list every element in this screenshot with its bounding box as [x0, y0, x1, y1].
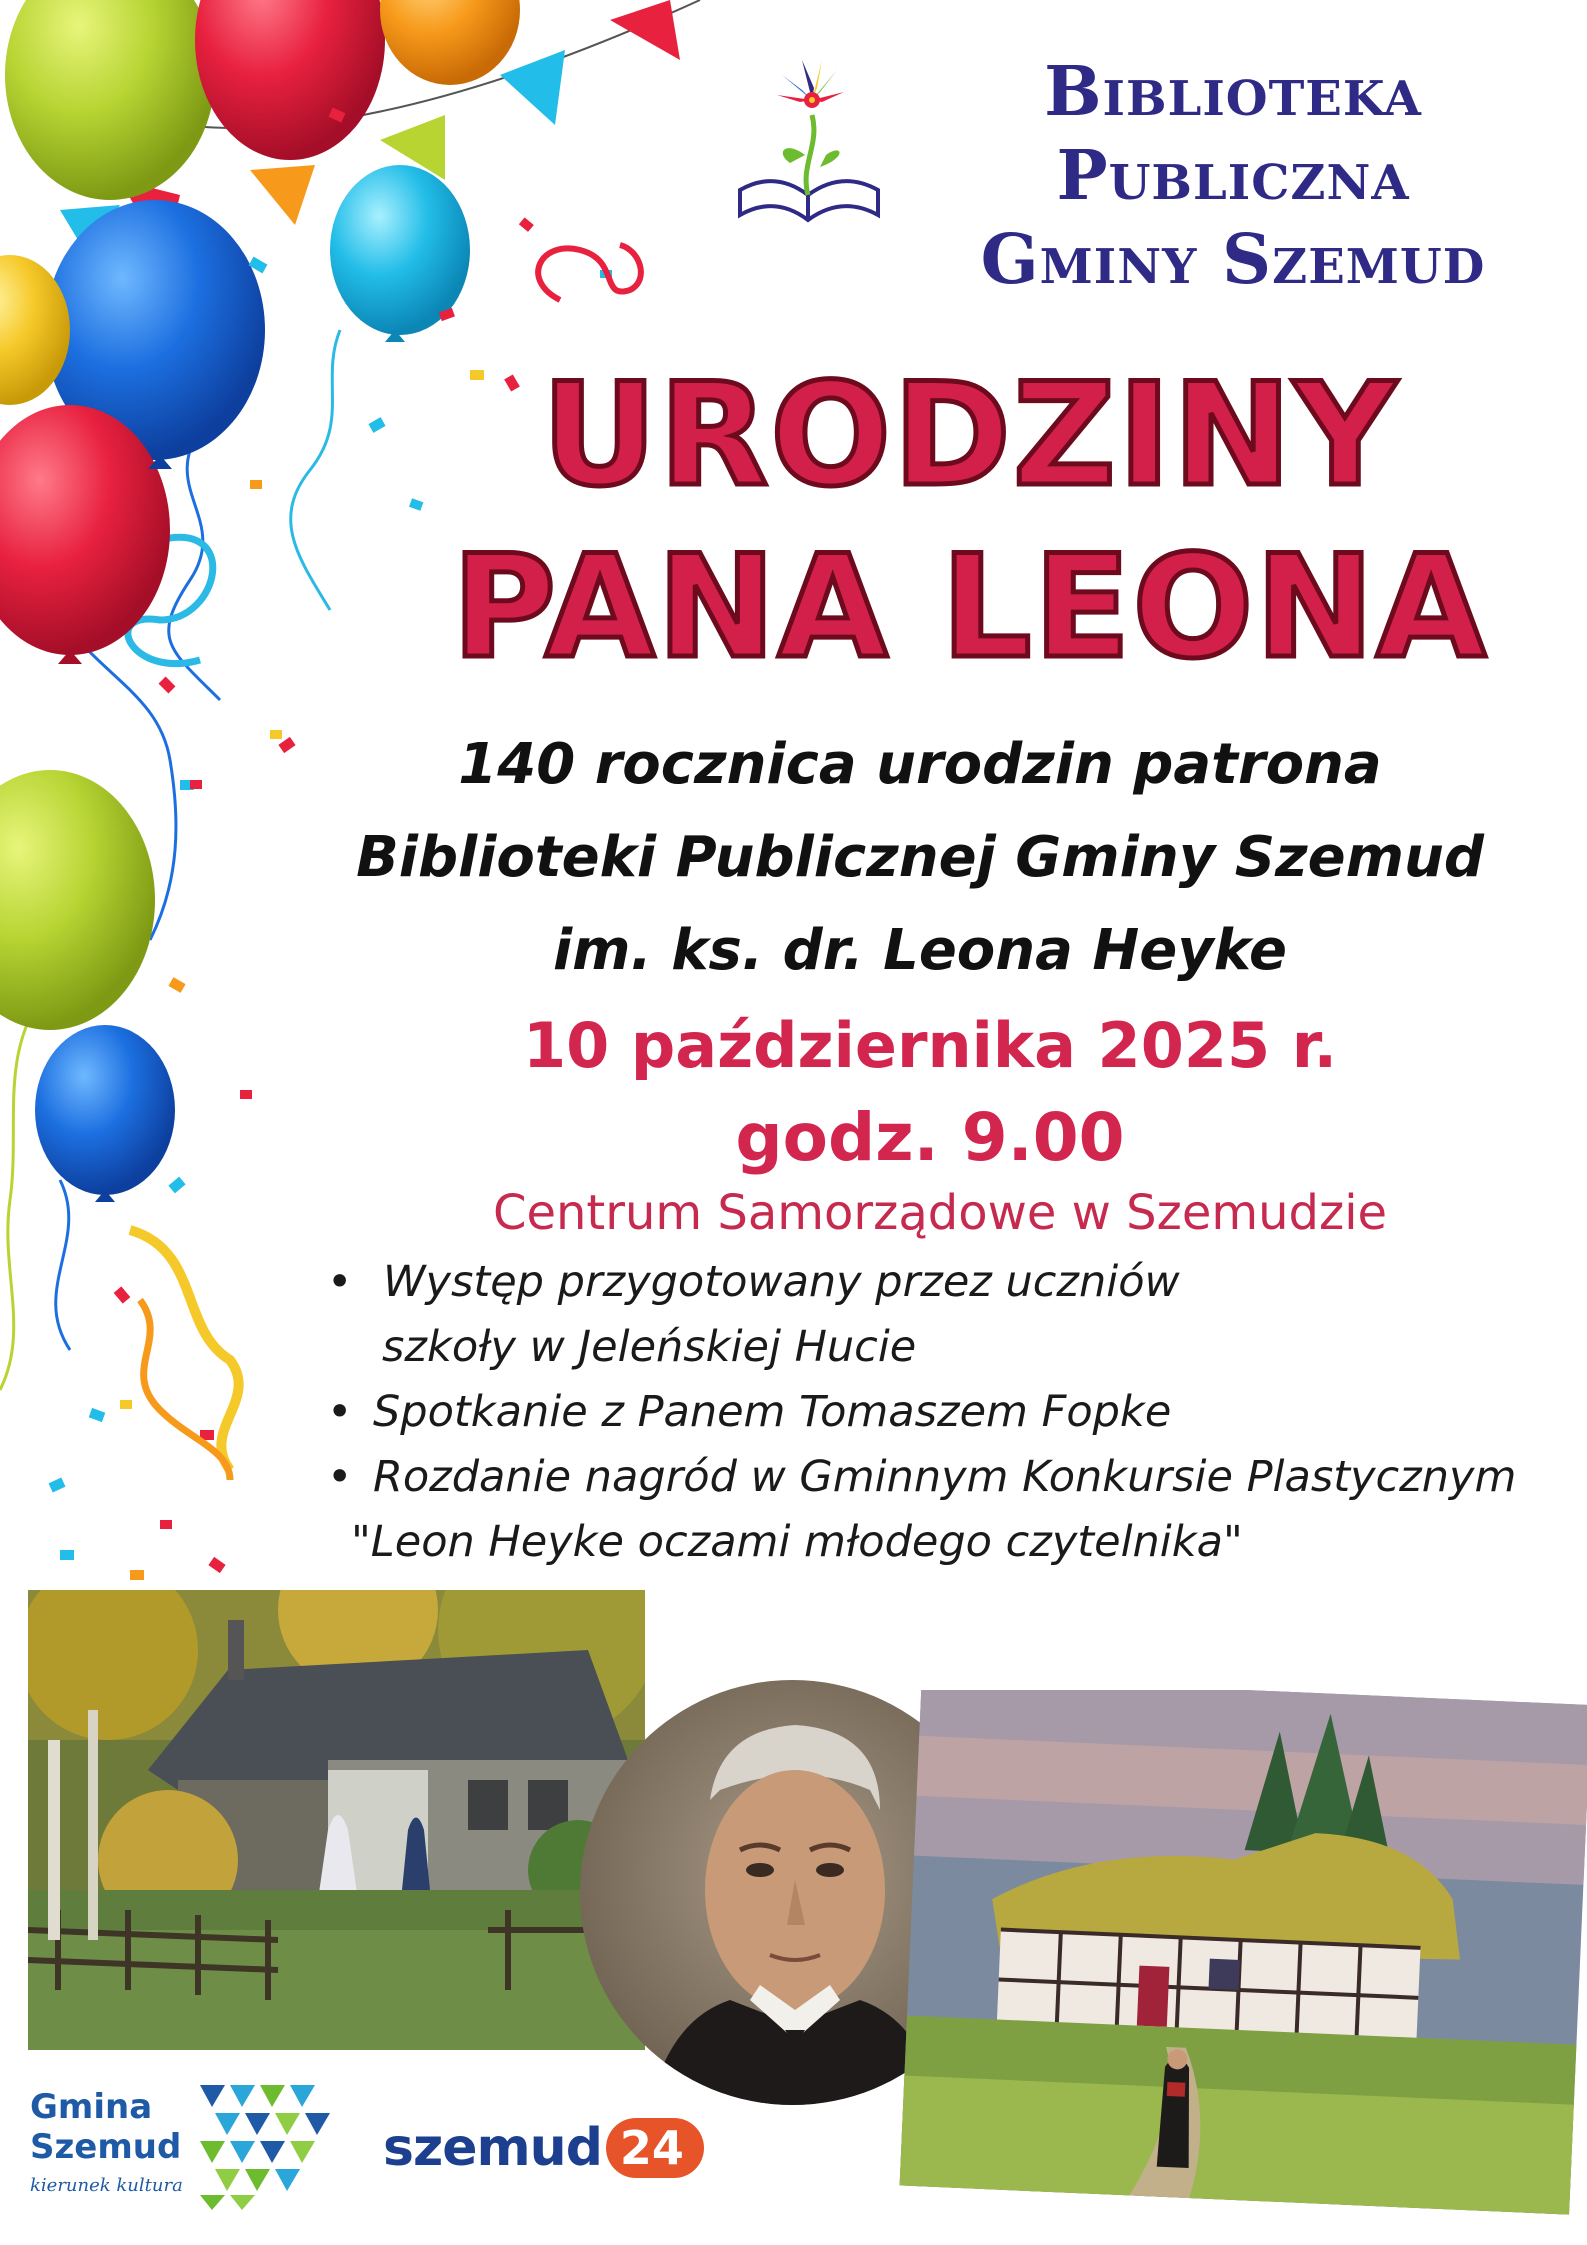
program-item-1: [325, 1250, 1585, 1315]
program-item-3-line1: Rozdanie nagród w Gminnym Konkursie Plastycznym: [373, 1452, 1517, 1502]
program-item-1-line2: szkoły w Jeleńskiej Hucie: [382, 1322, 917, 1372]
painting-thatched-cottage-image: [890, 1690, 1587, 2220]
szemud24-badge: 24: [606, 2118, 704, 2178]
bullet-icon: •: [327, 1452, 353, 1502]
gmina-line1: Gmina: [30, 2087, 153, 2127]
bullet-icon: •: [327, 1387, 353, 1437]
program-item-1-line1: Występ przygotowany przez uczniów: [383, 1257, 1180, 1307]
library-name: [898, 50, 1568, 302]
szemud24-logo: [383, 2118, 704, 2178]
program-list: [325, 1250, 1585, 1575]
library-name-line1: Biblioteka Publiczna: [1044, 52, 1422, 216]
program-item-3-line2: "Leon Heyke oczami młodego czytelnika": [351, 1517, 1243, 1567]
program-item-3: [325, 1445, 1585, 1510]
painting-cottage-image: [28, 1590, 645, 2050]
event-date: 10 października 2025 r.: [523, 1009, 1337, 1082]
event-time: godz. 9.00: [735, 1099, 1125, 1176]
event-subtitle: [300, 718, 1540, 997]
gmina-tagline: kierunek kultura: [30, 2175, 183, 2196]
program-item-2: [325, 1380, 1585, 1445]
bullet-icon: •: [327, 1257, 353, 1307]
szemud24-name: szemud: [383, 2118, 602, 2178]
event-title-line2: PANA LEONA: [451, 525, 1489, 690]
library-name-line2: Gminy Szemud: [980, 220, 1486, 300]
gmina-line2: Szemud: [30, 2127, 182, 2167]
subtitle-line2: Biblioteki Publicznej Gminy Szemud: [356, 825, 1484, 890]
gmina-szemud-logo-text: [30, 2087, 181, 2167]
library-logo-icon: [730, 45, 890, 230]
gmina-triangles-logo-icon: [190, 2085, 340, 2210]
event-title-line1: URODZINY: [541, 353, 1399, 518]
event-place: Centrum Samorządowe w Szemudzie: [492, 1185, 1388, 1241]
subtitle-line3: im. ks. dr. Leona Heyke: [552, 918, 1287, 983]
program-item-2-text: Spotkanie z Panem Tomaszem Fopke: [373, 1387, 1172, 1437]
subtitle-line1: 140 rocznica urodzin patrona: [458, 732, 1382, 797]
event-title: [380, 350, 1560, 694]
